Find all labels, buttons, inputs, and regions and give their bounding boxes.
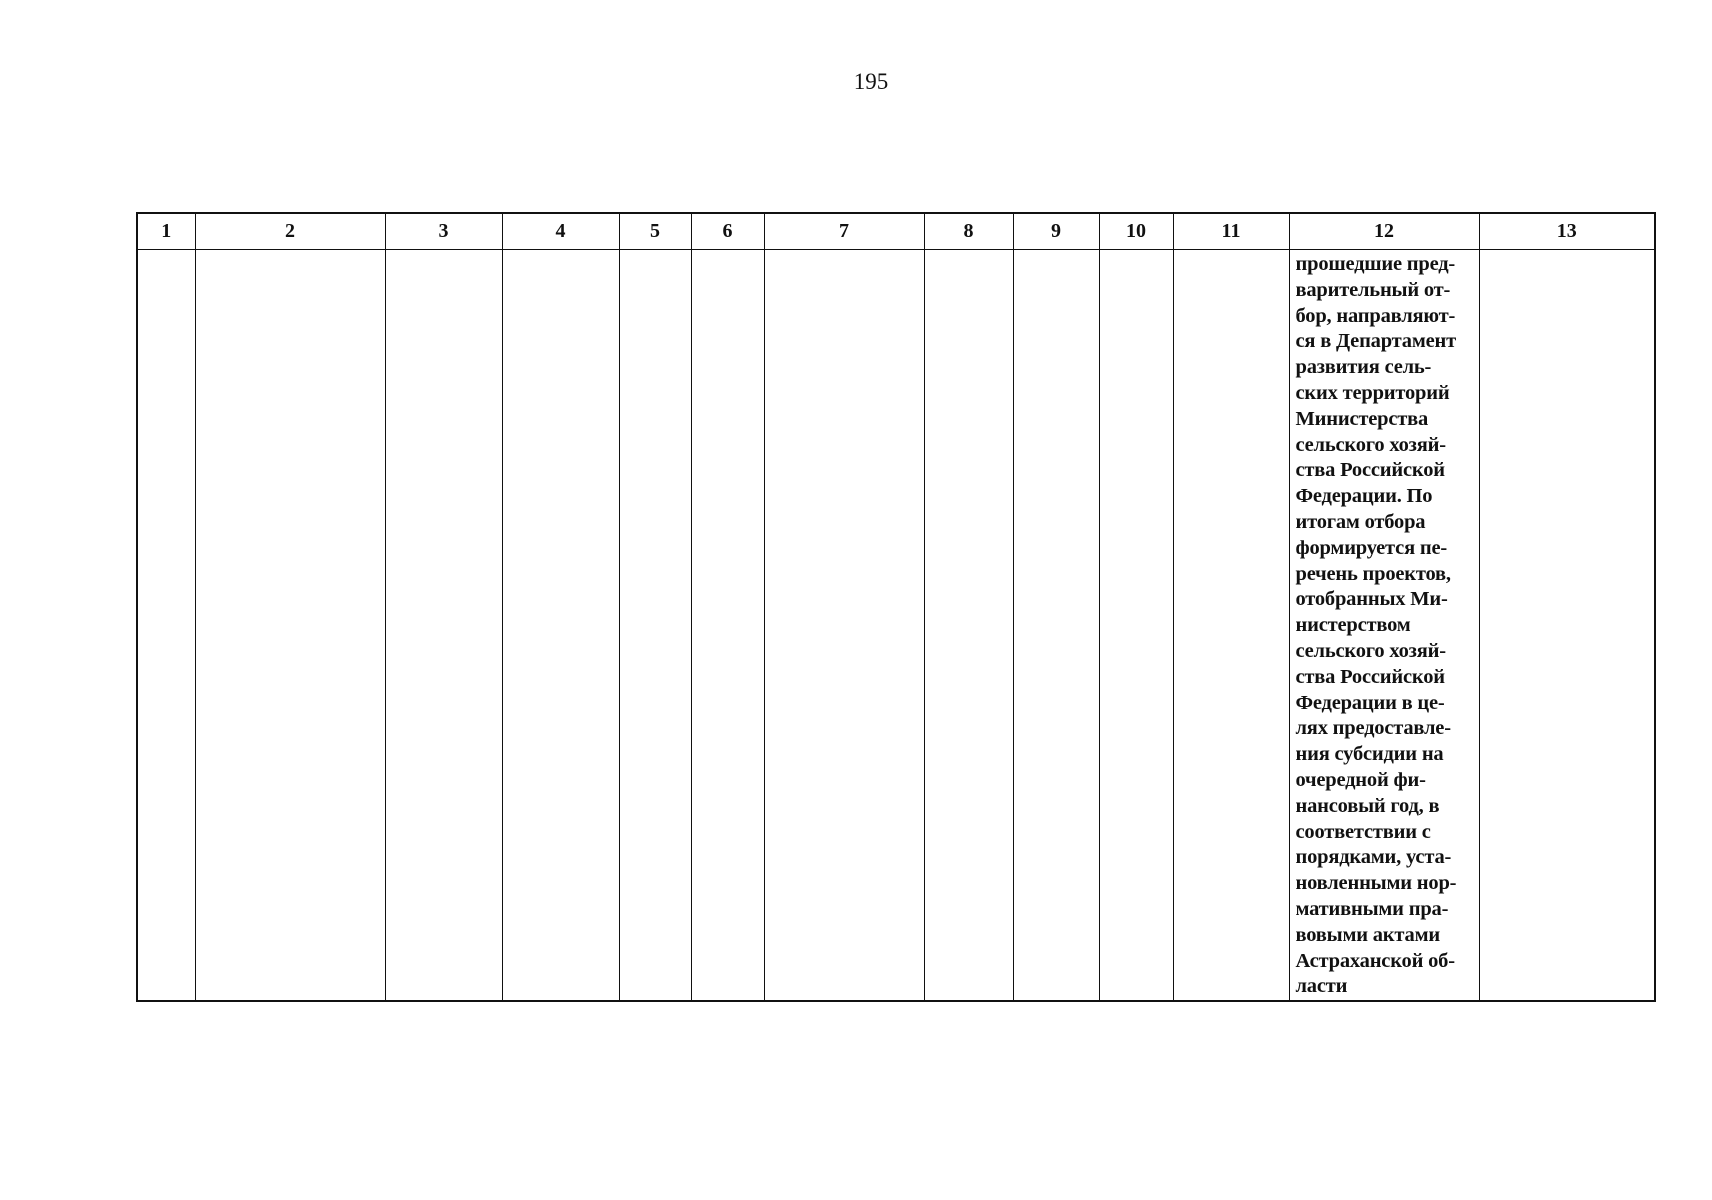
- column-header-3: 3: [385, 213, 502, 250]
- cell-col-10: [1099, 250, 1173, 1002]
- column-header-9: 9: [1013, 213, 1099, 250]
- column-header-4: 4: [502, 213, 619, 250]
- column-header-7: 7: [764, 213, 924, 250]
- column-header-2: 2: [195, 213, 385, 250]
- table-header-row: [137, 213, 1655, 250]
- column-header-1: 1: [137, 213, 195, 250]
- cell-col-9: [1013, 250, 1099, 1002]
- column-header-6: 6: [691, 213, 764, 250]
- cell-col-7: [764, 250, 924, 1002]
- cell-col-12: [1289, 250, 1479, 1002]
- column-header-8: 8: [924, 213, 1013, 250]
- cell-col-5: [619, 250, 691, 1002]
- table-row: [137, 250, 1655, 1002]
- column-header-11: 11: [1173, 213, 1289, 250]
- cell-col-8: [924, 250, 1013, 1002]
- cell-col-3: [385, 250, 502, 1002]
- column-header-12: 12: [1289, 213, 1479, 250]
- cell-col-6: [691, 250, 764, 1002]
- cell-col-11: [1173, 250, 1289, 1002]
- document-table: [136, 212, 1656, 1002]
- cell-col-2: [195, 250, 385, 1002]
- cell-col-1: [137, 250, 195, 1002]
- cell-col-4: [502, 250, 619, 1002]
- cell-col-12-text: прошедшие пред- варительный от- бор, направляют- ся в Департамент развития сель- ских территорий Министерства сельского хозяй- ства Российской Федерации. По итогам отбора формируется пе- речень проектов, отобранных Ми- нистерством сельского хозяй- ства Российской Федерации в це- лях предоставле- ния субсидии на очередной фи- нансовый год, в соответствии с порядками, уста- новленными нор- мативными пра- вовыми актами Астраханской об- ласти: [1295, 253, 1457, 998]
- column-header-10: 10: [1099, 213, 1173, 250]
- cell-col-13: [1479, 250, 1655, 1002]
- page-number: 195: [853, 69, 889, 94]
- column-header-13: 13: [1479, 213, 1655, 250]
- column-header-5: 5: [619, 213, 691, 250]
